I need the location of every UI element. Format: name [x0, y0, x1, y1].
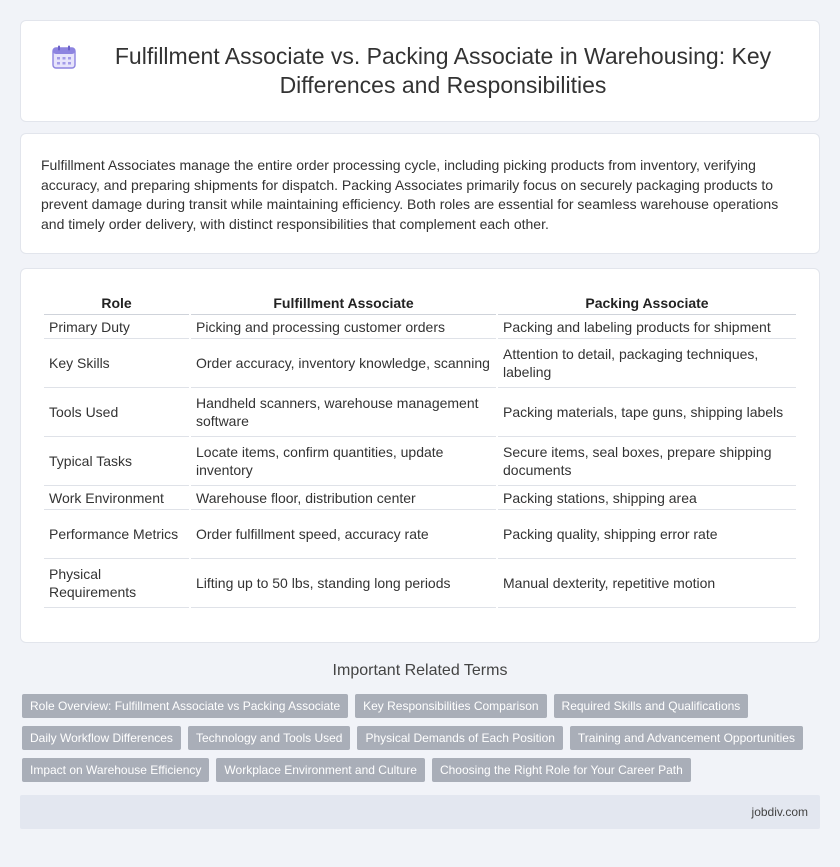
packing-cell: Packing stations, shipping area — [498, 486, 796, 510]
table-row — [44, 559, 796, 608]
related-term-tag[interactable]: Choosing the Right Role for Your Career Path — [432, 758, 691, 782]
row-label: Primary Duty — [44, 315, 189, 339]
table-row — [44, 510, 796, 559]
packing-cell: Manual dexterity, repetitive motion — [498, 559, 796, 608]
row-label: Typical Tasks — [44, 437, 189, 486]
table-row — [44, 486, 796, 510]
packing-cell: Packing quality, shipping error rate — [498, 510, 796, 559]
table-row — [44, 315, 796, 339]
related-term-tag[interactable]: Physical Demands of Each Position — [357, 726, 562, 750]
comparison-card — [20, 268, 820, 643]
row-label: Key Skills — [44, 339, 189, 388]
fulfillment-cell: Picking and processing customer orders — [191, 315, 496, 339]
packing-cell: Secure items, seal boxes, prepare shipping documents — [498, 437, 796, 486]
fulfillment-cell: Order accuracy, inventory knowledge, scanning — [191, 339, 496, 388]
related-term-tag[interactable]: Impact on Warehouse Efficiency — [22, 758, 209, 782]
header-fulfillment: Fulfillment Associate — [191, 291, 496, 315]
fulfillment-cell: Warehouse floor, distribution center — [191, 486, 496, 510]
table-row — [44, 388, 796, 437]
fulfillment-cell: Order fulfillment speed, accuracy rate — [191, 510, 496, 559]
fulfillment-cell: Handheld scanners, warehouse management software — [191, 388, 496, 437]
page-title: Fulfillment Associate vs. Packing Associate in Warehousing: Key Differences and Responsibilities — [114, 43, 772, 98]
packing-cell: Packing materials, tape guns, shipping labels — [498, 388, 796, 437]
table-header-row — [44, 291, 796, 315]
calendar-icon — [51, 44, 77, 70]
related-term-tag[interactable]: Key Responsibilities Comparison — [355, 694, 546, 718]
footer — [20, 795, 820, 829]
related-term-tag[interactable]: Required Skills and Qualifications — [554, 694, 749, 718]
packing-cell: Attention to detail, packaging techniques, labeling — [498, 339, 796, 388]
intro-card — [20, 133, 820, 254]
related-terms-list — [22, 694, 818, 782]
header-role: Role — [44, 291, 189, 315]
intro-text: Fulfillment Associates manage the entire order processing cycle, including picking products from inventory, verifying accuracy, and preparing shipments for dispatch. Packing Associates primarily focus on securely packaging products to prevent damage during transit while maintaining efficiency. Both roles are essential for seamless warehouse operations and timely order delivery, with distinct responsibilities that complement each other. — [41, 157, 779, 232]
row-label: Work Environment — [44, 486, 189, 510]
header — [51, 42, 789, 100]
packing-cell: Packing and labeling products for shipment — [498, 315, 796, 339]
related-term-tag[interactable]: Training and Advancement Opportunities — [570, 726, 803, 750]
footer-site-link[interactable]: jobdiv.com — [751, 805, 808, 819]
row-label: Performance Metrics — [44, 510, 189, 559]
header-card — [20, 20, 820, 122]
comparison-table — [42, 291, 798, 608]
related-term-tag[interactable]: Workplace Environment and Culture — [216, 758, 425, 782]
row-label: Physical Requirements — [44, 559, 189, 608]
related-term-tag[interactable]: Technology and Tools Used — [188, 726, 351, 750]
related-terms-title: Important Related Terms — [332, 662, 508, 679]
table-row — [44, 437, 796, 486]
table-row — [44, 339, 796, 388]
fulfillment-cell: Lifting up to 50 lbs, standing long periods — [191, 559, 496, 608]
related-term-tag[interactable]: Daily Workflow Differences — [22, 726, 181, 750]
related-term-tag[interactable]: Role Overview: Fulfillment Associate vs Packing Associate — [22, 694, 348, 718]
row-label: Tools Used — [44, 388, 189, 437]
fulfillment-cell: Locate items, confirm quantities, update inventory — [191, 437, 496, 486]
header-packing: Packing Associate — [498, 291, 796, 315]
